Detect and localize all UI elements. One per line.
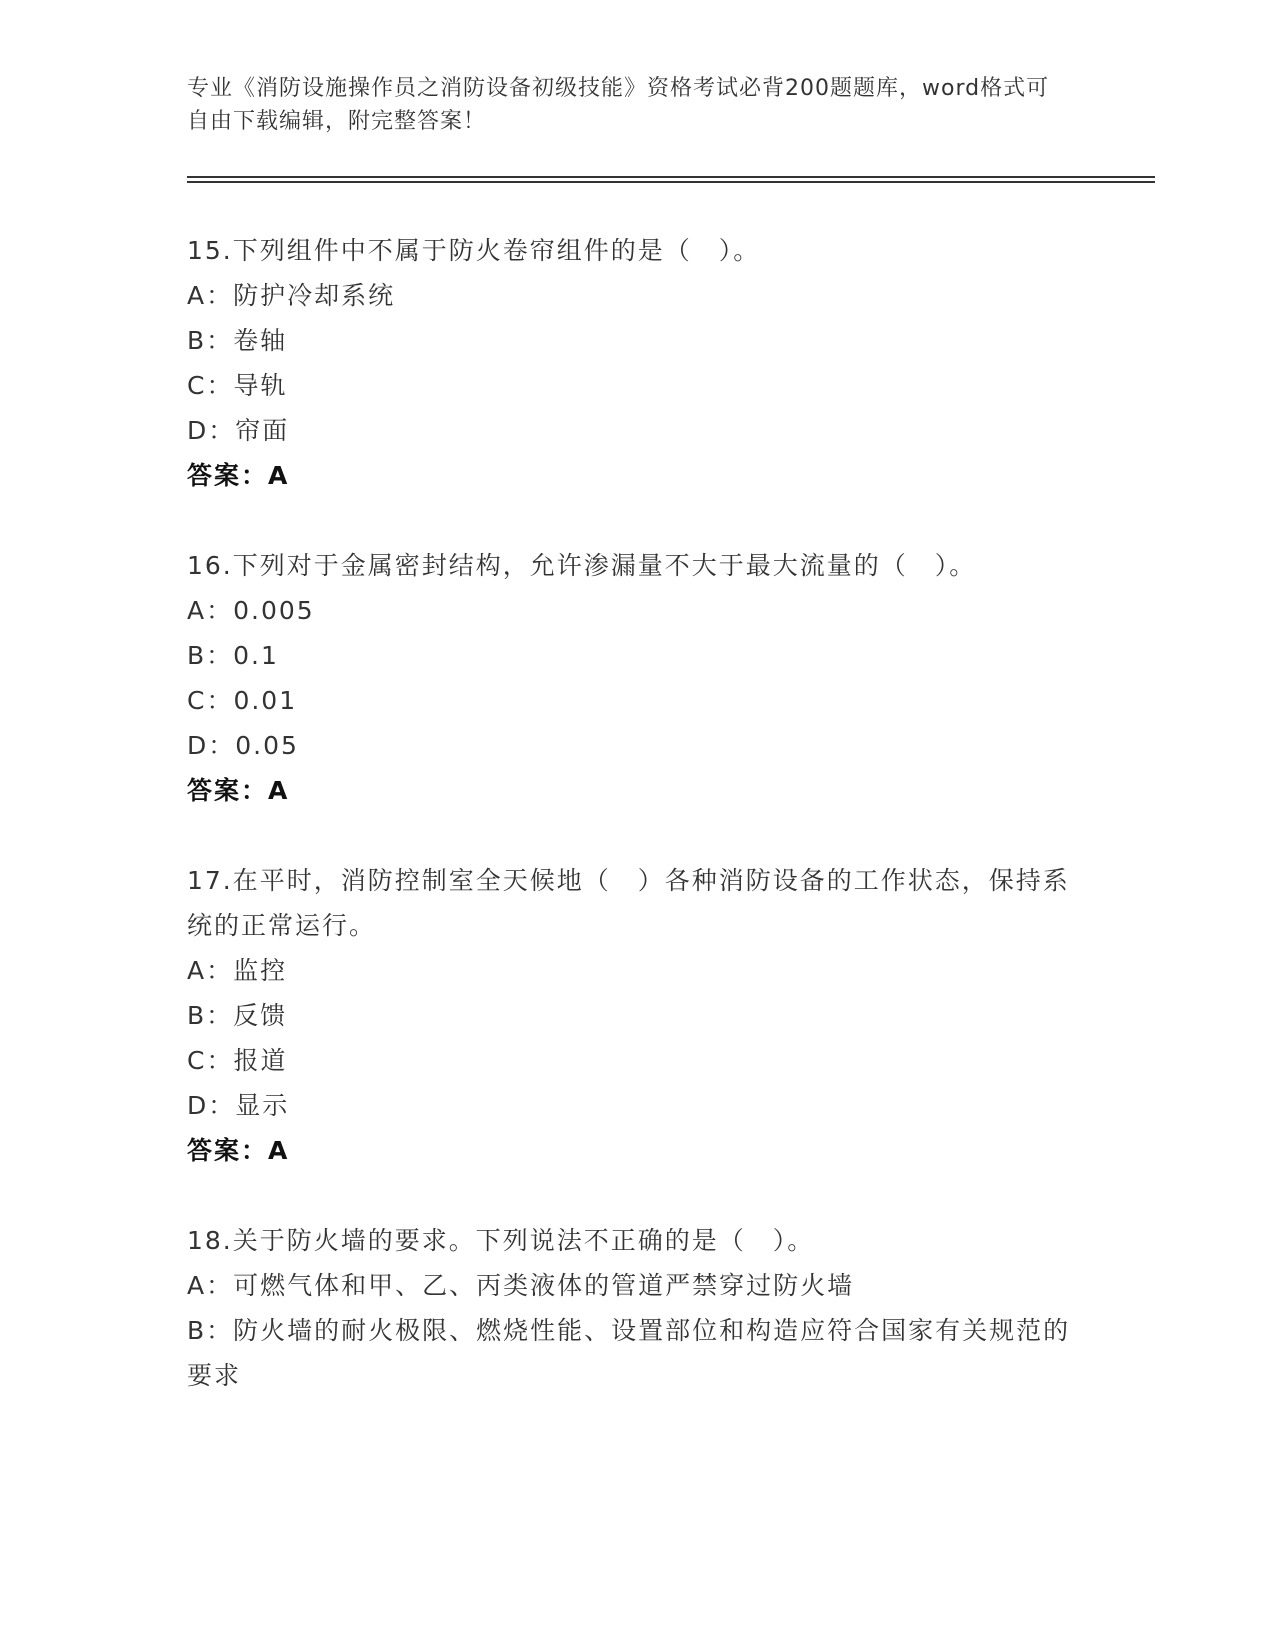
option-b: B：反馈 [187,1001,288,1030]
option-c: C：报道 [187,1046,288,1075]
answer-label: 答案：A [187,776,290,805]
option-d: D：0.05 [187,731,299,760]
option-d: D：帘面 [187,416,290,445]
question-stem: 18.关于防火墙的要求。下列说法不正确的是（ ）。 [187,1226,815,1255]
option-c: C：导轨 [187,371,288,400]
option-b: B：0.1 [187,641,279,670]
answer-label: 答案：A [187,1136,290,1165]
question-18 [187,1218,1087,1398]
question-stem: 15.下列组件中不属于防火卷帘组件的是（ ）。 [187,236,761,265]
option-a: A：可燃气体和甲、乙、丙类液体的管道严禁穿过防火墙 [187,1271,855,1300]
document-header: 专业《消防设施操作员之消防设备初级技能》资格考试必背200题题库，word格式可自由下载编辑，附完整答案！ [187,76,1050,134]
option-a: A：监控 [187,956,288,985]
question-16 [187,543,1087,813]
option-b: B：卷轴 [187,326,288,355]
question-15 [187,228,1087,498]
option-c: C：0.01 [187,686,298,715]
answer-label: 答案：A [187,461,290,490]
option-a: A：0.005 [187,596,315,625]
option-a: A：防护冷却系统 [187,281,396,310]
option-b: B：防火墙的耐火极限、燃烧性能、设置部位和构造应符合国家有关规范的要求 [187,1316,1071,1390]
header-divider-line-secondary [187,181,1155,183]
question-stem: 17.在平时，消防控制室全天候地（ ）各种消防设备的工作状态，保持系统的正常运行。 [187,866,1070,940]
header-divider-line [187,176,1155,178]
question-17 [187,858,1087,1173]
option-d: D：显示 [187,1091,290,1120]
question-stem: 16.下列对于金属密封结构，允许渗漏量不大于最大流量的（ ）。 [187,551,977,580]
